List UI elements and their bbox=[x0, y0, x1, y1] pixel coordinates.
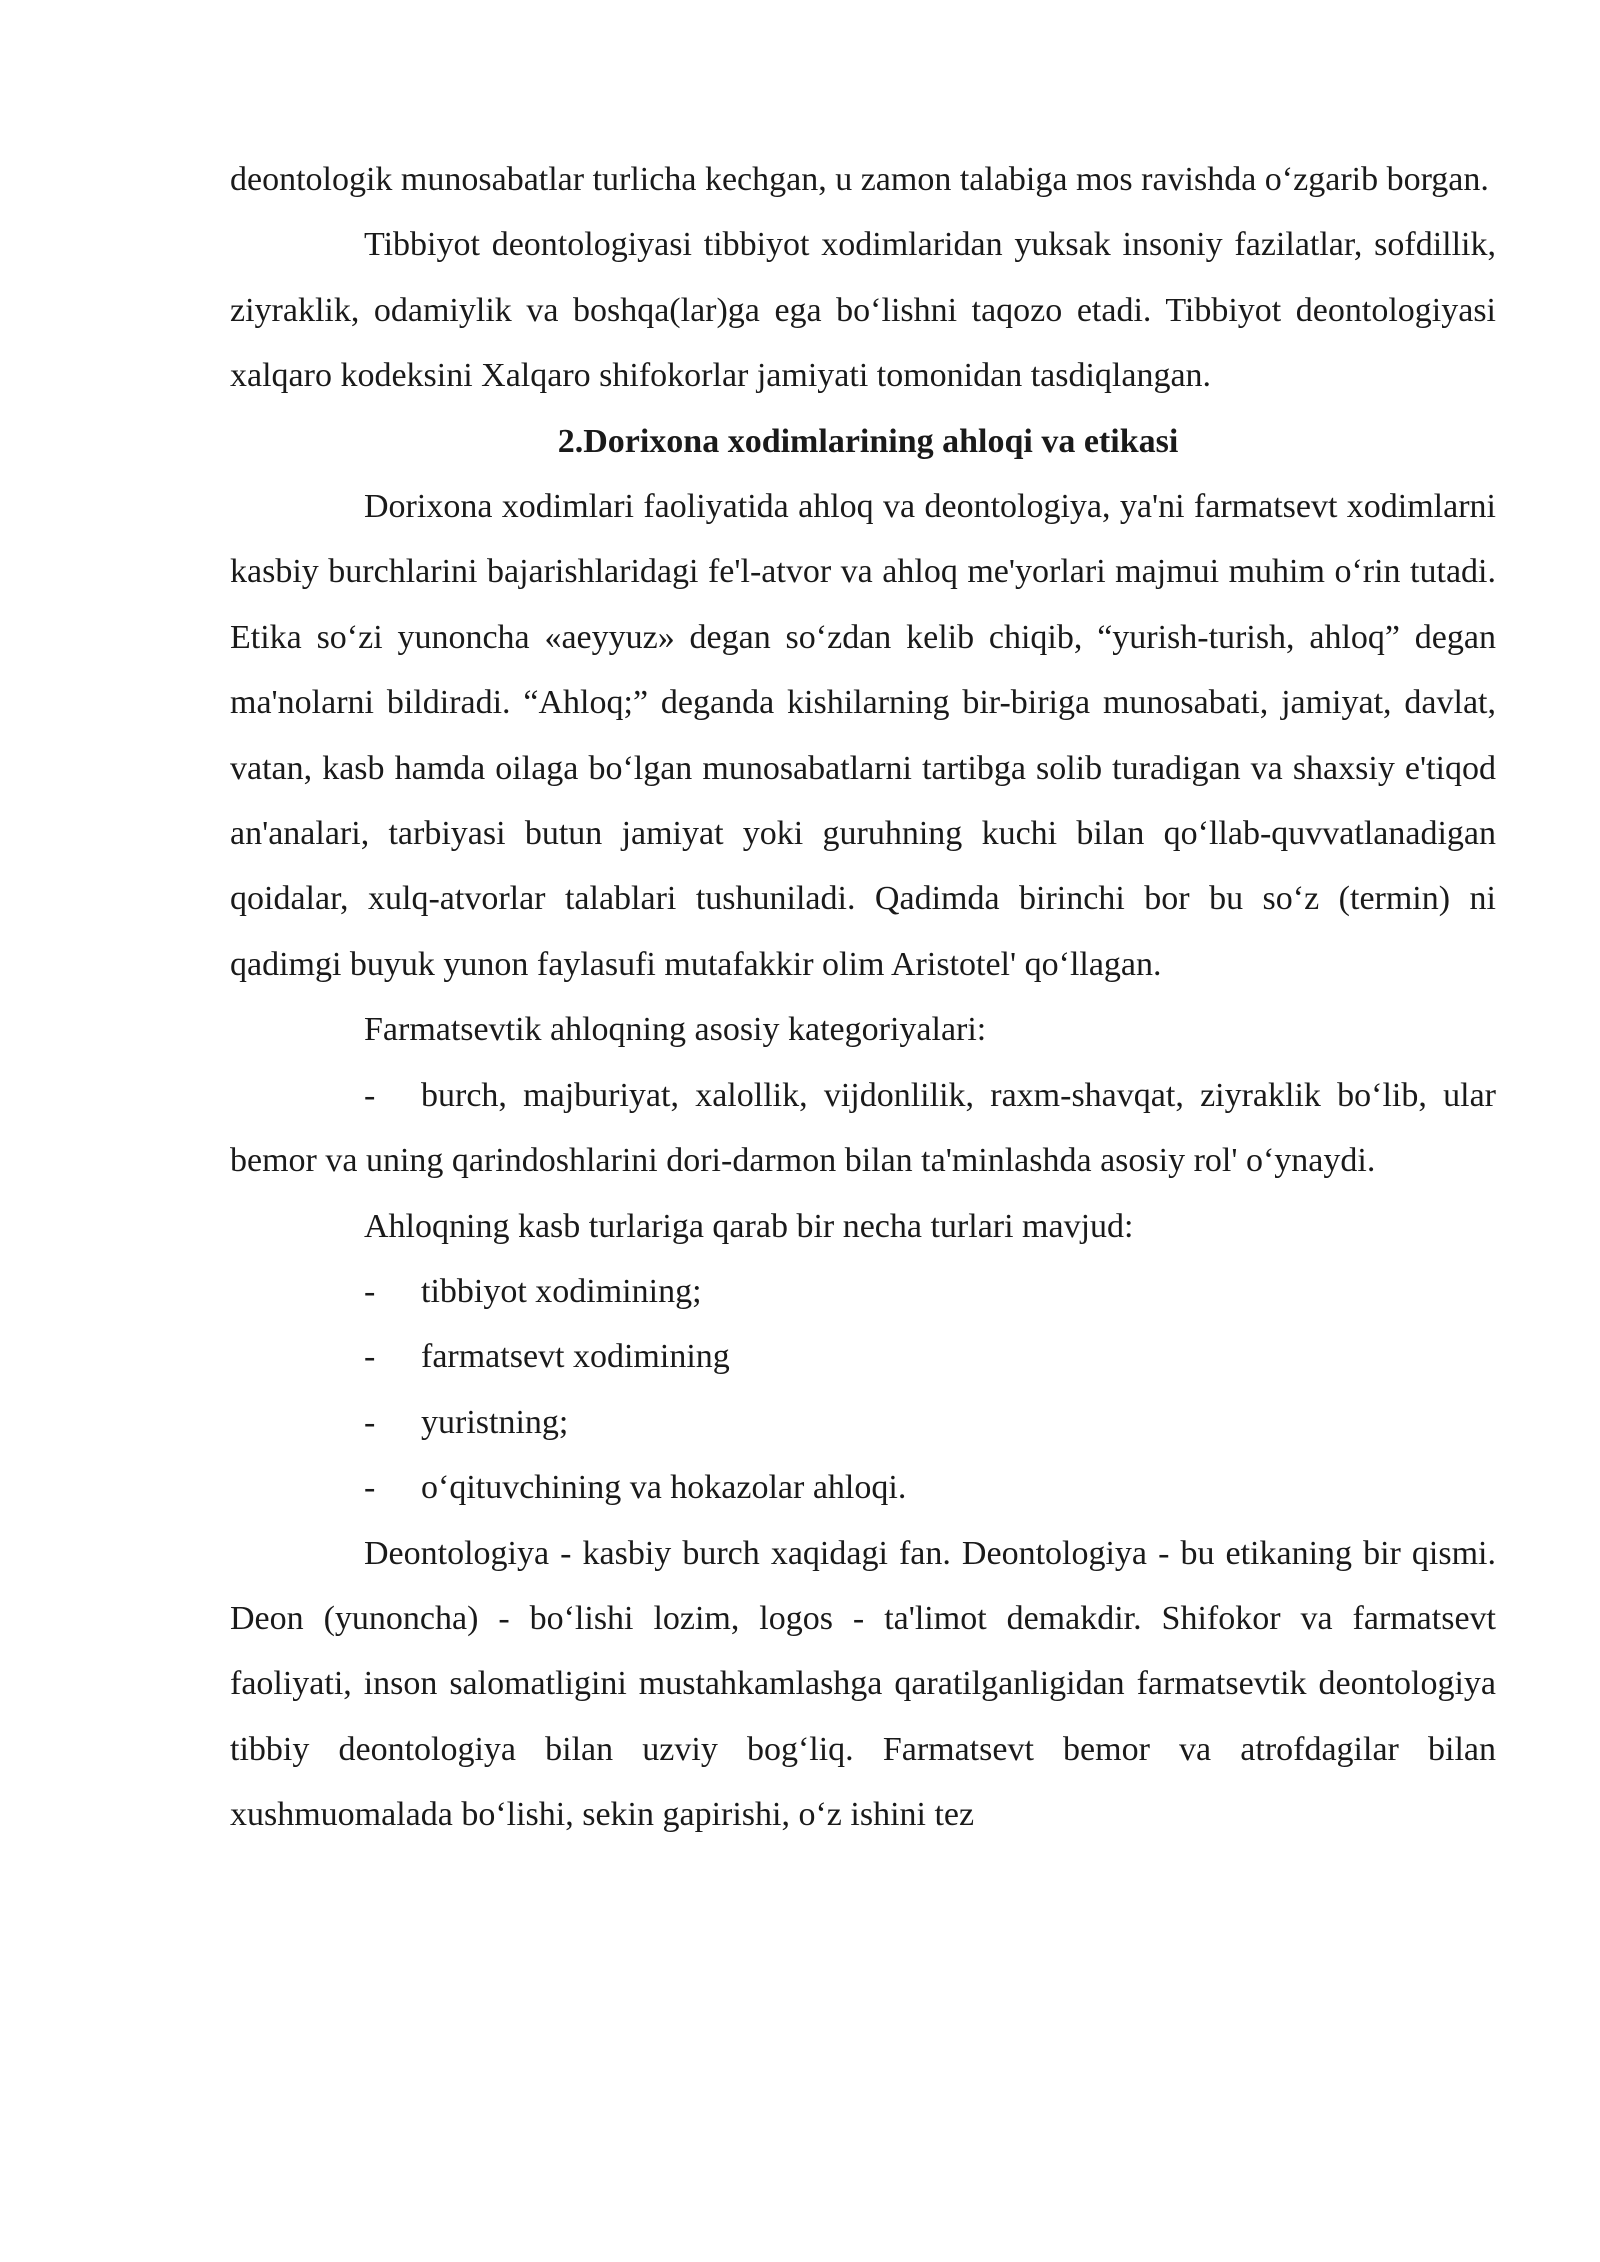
dash-marker: - bbox=[364, 1076, 376, 1114]
dash-marker: - bbox=[364, 1338, 376, 1376]
paragraph-types-intro: Ahloqning kasb turlariga qarab bir necha turlari mavjud: bbox=[364, 1207, 1134, 1245]
section-heading: 2.Dorixona xodimlarining ahloqi va etikasi bbox=[557, 422, 1179, 460]
list-item-text: yuristning; bbox=[421, 1403, 569, 1441]
list-item-text: farmatsevt xodimining bbox=[421, 1338, 730, 1376]
list-item bbox=[230, 1259, 1496, 1324]
paragraph-deontology-definition: Deontologiya - kasbiy burch xaqidagi fan. Deontologiya - bu etikaning bir qismi. Deon (yunoncha) - bo‘lishi lozim, logos - ta'limot demakdir. Shifokor va farmatsevt faoliyati, inson salomatligini mustahkamlashga qaratilganligidan farmatsevtik deontologiya tibbiy deontologiya bilan uzviy bog‘liq. Farmatsevt bemor va atrofdagilar bilan xushmuomalada bo‘lishi, sekin gapirishi, o‘z ishini tez bbox=[230, 1534, 1496, 1834]
paragraph-medical-deontology: Tibbiyot deontologiyasi tibbiyot xodimlaridan yuksak insoniy fazilatlar, sofdillik, ziyraklik, odamiylik va boshqa(lar)ga ega bo‘lishni taqozo etadi. Tibbiyot deontologiyasi xalqaro kodeksini Xalqaro shifokorlar jamiyati tomonidan tasdiqlangan. bbox=[230, 226, 1496, 395]
dash-marker: - bbox=[364, 1469, 376, 1507]
paragraph-categories-intro: Farmatsevtik ahloqning asosiy kategoriyalari: bbox=[364, 1011, 987, 1049]
dash-marker: - bbox=[364, 1403, 376, 1441]
paragraph-continuation: deontologik munosabatlar turlicha kechgan, u zamon talabiga mos ravishda o‘zgarib borgan. bbox=[230, 161, 1489, 198]
paragraph-pharmacy-ethics: Dorixona xodimlari faoliyatida ahloq va deontologiya, ya'ni farmatsevt xodimlarni kasbiy burchlarini bajarishlaridagi fe'l-atvor va ahloq me'yorlari majmui muhim o‘rin tutadi. Etika so‘zi yunoncha «aeyyuz» degan so‘zdan kelib chiqib, “yurish-turish, ahloq” degan ma'nolarni bildiradi. “Ahloq;” deganda kishilarning bir-biriga munosabati, jamiyat, davlat, vatan, kasb hamda oilaga bo‘lgan munosabatlarni tartibga solib turadigan va shaxsiy e'tiqod an'analari, tarbiyasi butun jamiyat yoki guruhning kuchi bilan qo‘llab-quvvatlanadigan qoidalar, xulq-atvorlar talablari tushuniladi. Qadimda birinchi bor bu so‘z (termin) ni qadimgi buyuk yunon faylasufi mutafakkir olim Aristotel' qo‘llagan. bbox=[230, 488, 1496, 983]
paragraph-categories-item bbox=[230, 1063, 1496, 1194]
list-item bbox=[230, 1390, 1496, 1455]
document-body bbox=[230, 147, 1496, 1848]
list-item-text: o‘qituvchining va hokazolar ahloqi. bbox=[421, 1469, 907, 1507]
categories-item-text: burch, majburiyat, xalollik, vijdonlilik, raxm-shavqat, ziyraklik bo‘lib, ular bemor va uning qarindoshlarini dori-darmon bilan ta'minlashda asosiy rol' o‘ynaydi. bbox=[230, 1076, 1496, 1180]
list-item bbox=[230, 1455, 1496, 1520]
list-item bbox=[230, 1324, 1496, 1389]
list-item-text: tibbiyot xodimining; bbox=[421, 1272, 702, 1310]
dash-marker: - bbox=[364, 1272, 376, 1310]
